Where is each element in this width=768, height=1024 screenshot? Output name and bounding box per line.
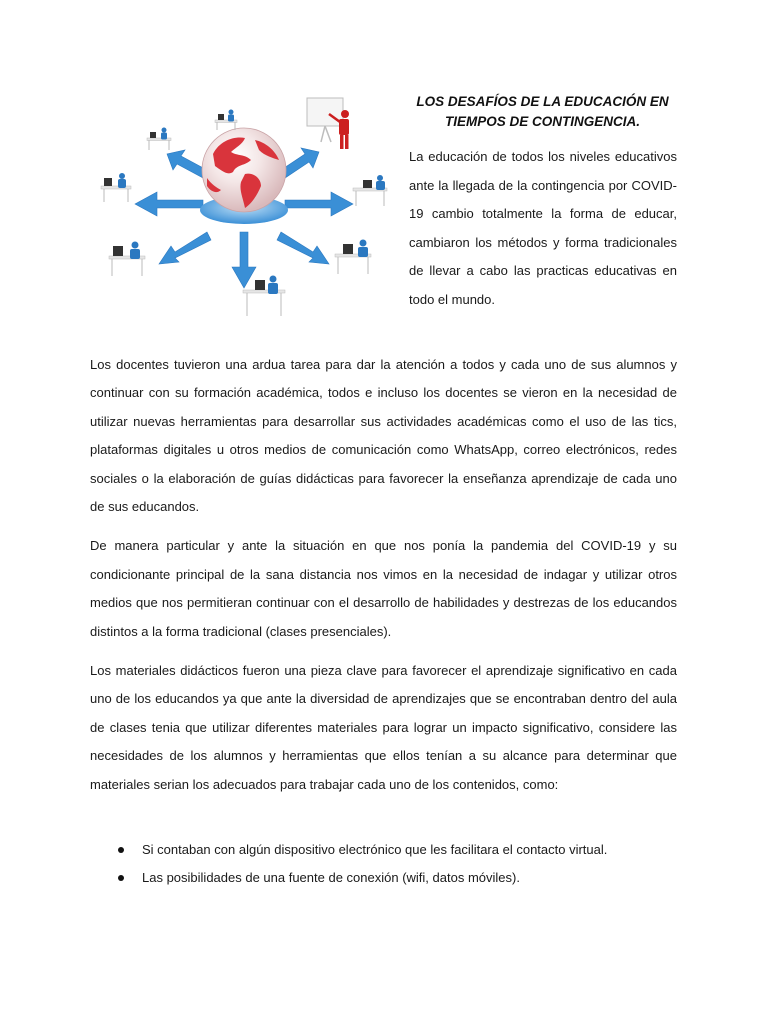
- arrow-icon: [159, 232, 211, 264]
- list-item-text: Las posibilidades de una fuente de conexión (wifi, datos móviles).: [142, 870, 520, 885]
- presenter-icon: [307, 98, 349, 149]
- arrow-icon: [232, 232, 256, 288]
- document-title: [410, 92, 675, 132]
- bullet-icon: [118, 847, 124, 853]
- title-line-1: LOS DESAFÍOS DE LA EDUCACIÓN EN: [416, 94, 669, 109]
- globe-network-illustration: [95, 92, 395, 337]
- title-line-2: TIEMPOS DE CONTINGENCIA.: [444, 114, 640, 129]
- paragraph: Los docentes tuvieron una ardua tarea para dar la atención a todos y cada uno de sus alumnos y continuar con su formación académica, todos e incluso los docentes se vieron en la necesidad de utilizar nuevas herramientas para desarrollar sus actividades académicas como el uso de las tics, plataformas digitales u otros medios de comunicación como WhatsApp, correo electrónicos, redes sociales o la elaboración de guías didácticas para favorecer la enseñanza aprendizaje de cada uno de sus educandos.: [90, 357, 677, 515]
- computer-user-icon: [101, 173, 131, 202]
- list-item-text: Si contaban con algún dispositivo electrónico que les facilitara el contacto virtual.: [142, 842, 608, 857]
- arrow-icon: [277, 232, 329, 264]
- arrow-icon: [135, 192, 203, 216]
- list-item: [118, 836, 678, 864]
- computer-user-icon: [335, 240, 371, 275]
- list-item: [118, 864, 678, 892]
- bullet-list: [118, 836, 678, 892]
- computer-user-icon: [215, 110, 237, 131]
- paragraph: Los materiales didácticos fueron una pieza clave para favorecer el aprendizaje significativo en cada uno de los educandos ya que ante la diversidad de aprendizajes que se encontraban dentro del aula de clases tenia que utilizar diferentes materiales para lograr un impacto significativo, considere las necesidades de los alumnos y herramientas que ellos tenían a su alcance para determinar que materiales serian los adecuados para trabajar cada uno de los contenidos, como:: [90, 663, 677, 792]
- computer-user-icon: [243, 276, 285, 317]
- paragraph: De manera particular y ante la situación en que nos ponía la pandemia del COVID-19 y su condicionante principal de la sana distancia nos vimos en la necesidad de indagar y utilizar otros medios que nos permitieran continuar con el desarrollo de habilidades y destrezas de los educandos distintos a la forma tradicional (clases presenciales).: [90, 538, 677, 639]
- body-text: [90, 351, 677, 810]
- intro-paragraph: La educación de todos los niveles educativos ante la llegada de la contingencia por COVID-19 cambio totalmente la forma de educar, cambiaron los métodos y forma tradicionales de llevar a cabo las practicas educativas en todo el mundo.: [409, 149, 677, 307]
- computer-user-icon: [353, 175, 387, 206]
- arrow-icon: [285, 192, 353, 216]
- arrow-icon: [167, 150, 207, 178]
- arrow-icon: [281, 148, 319, 178]
- computer-user-icon: [109, 242, 145, 277]
- computer-user-icon: [147, 128, 171, 151]
- globe-icon: [202, 128, 286, 212]
- bullet-icon: [118, 875, 124, 881]
